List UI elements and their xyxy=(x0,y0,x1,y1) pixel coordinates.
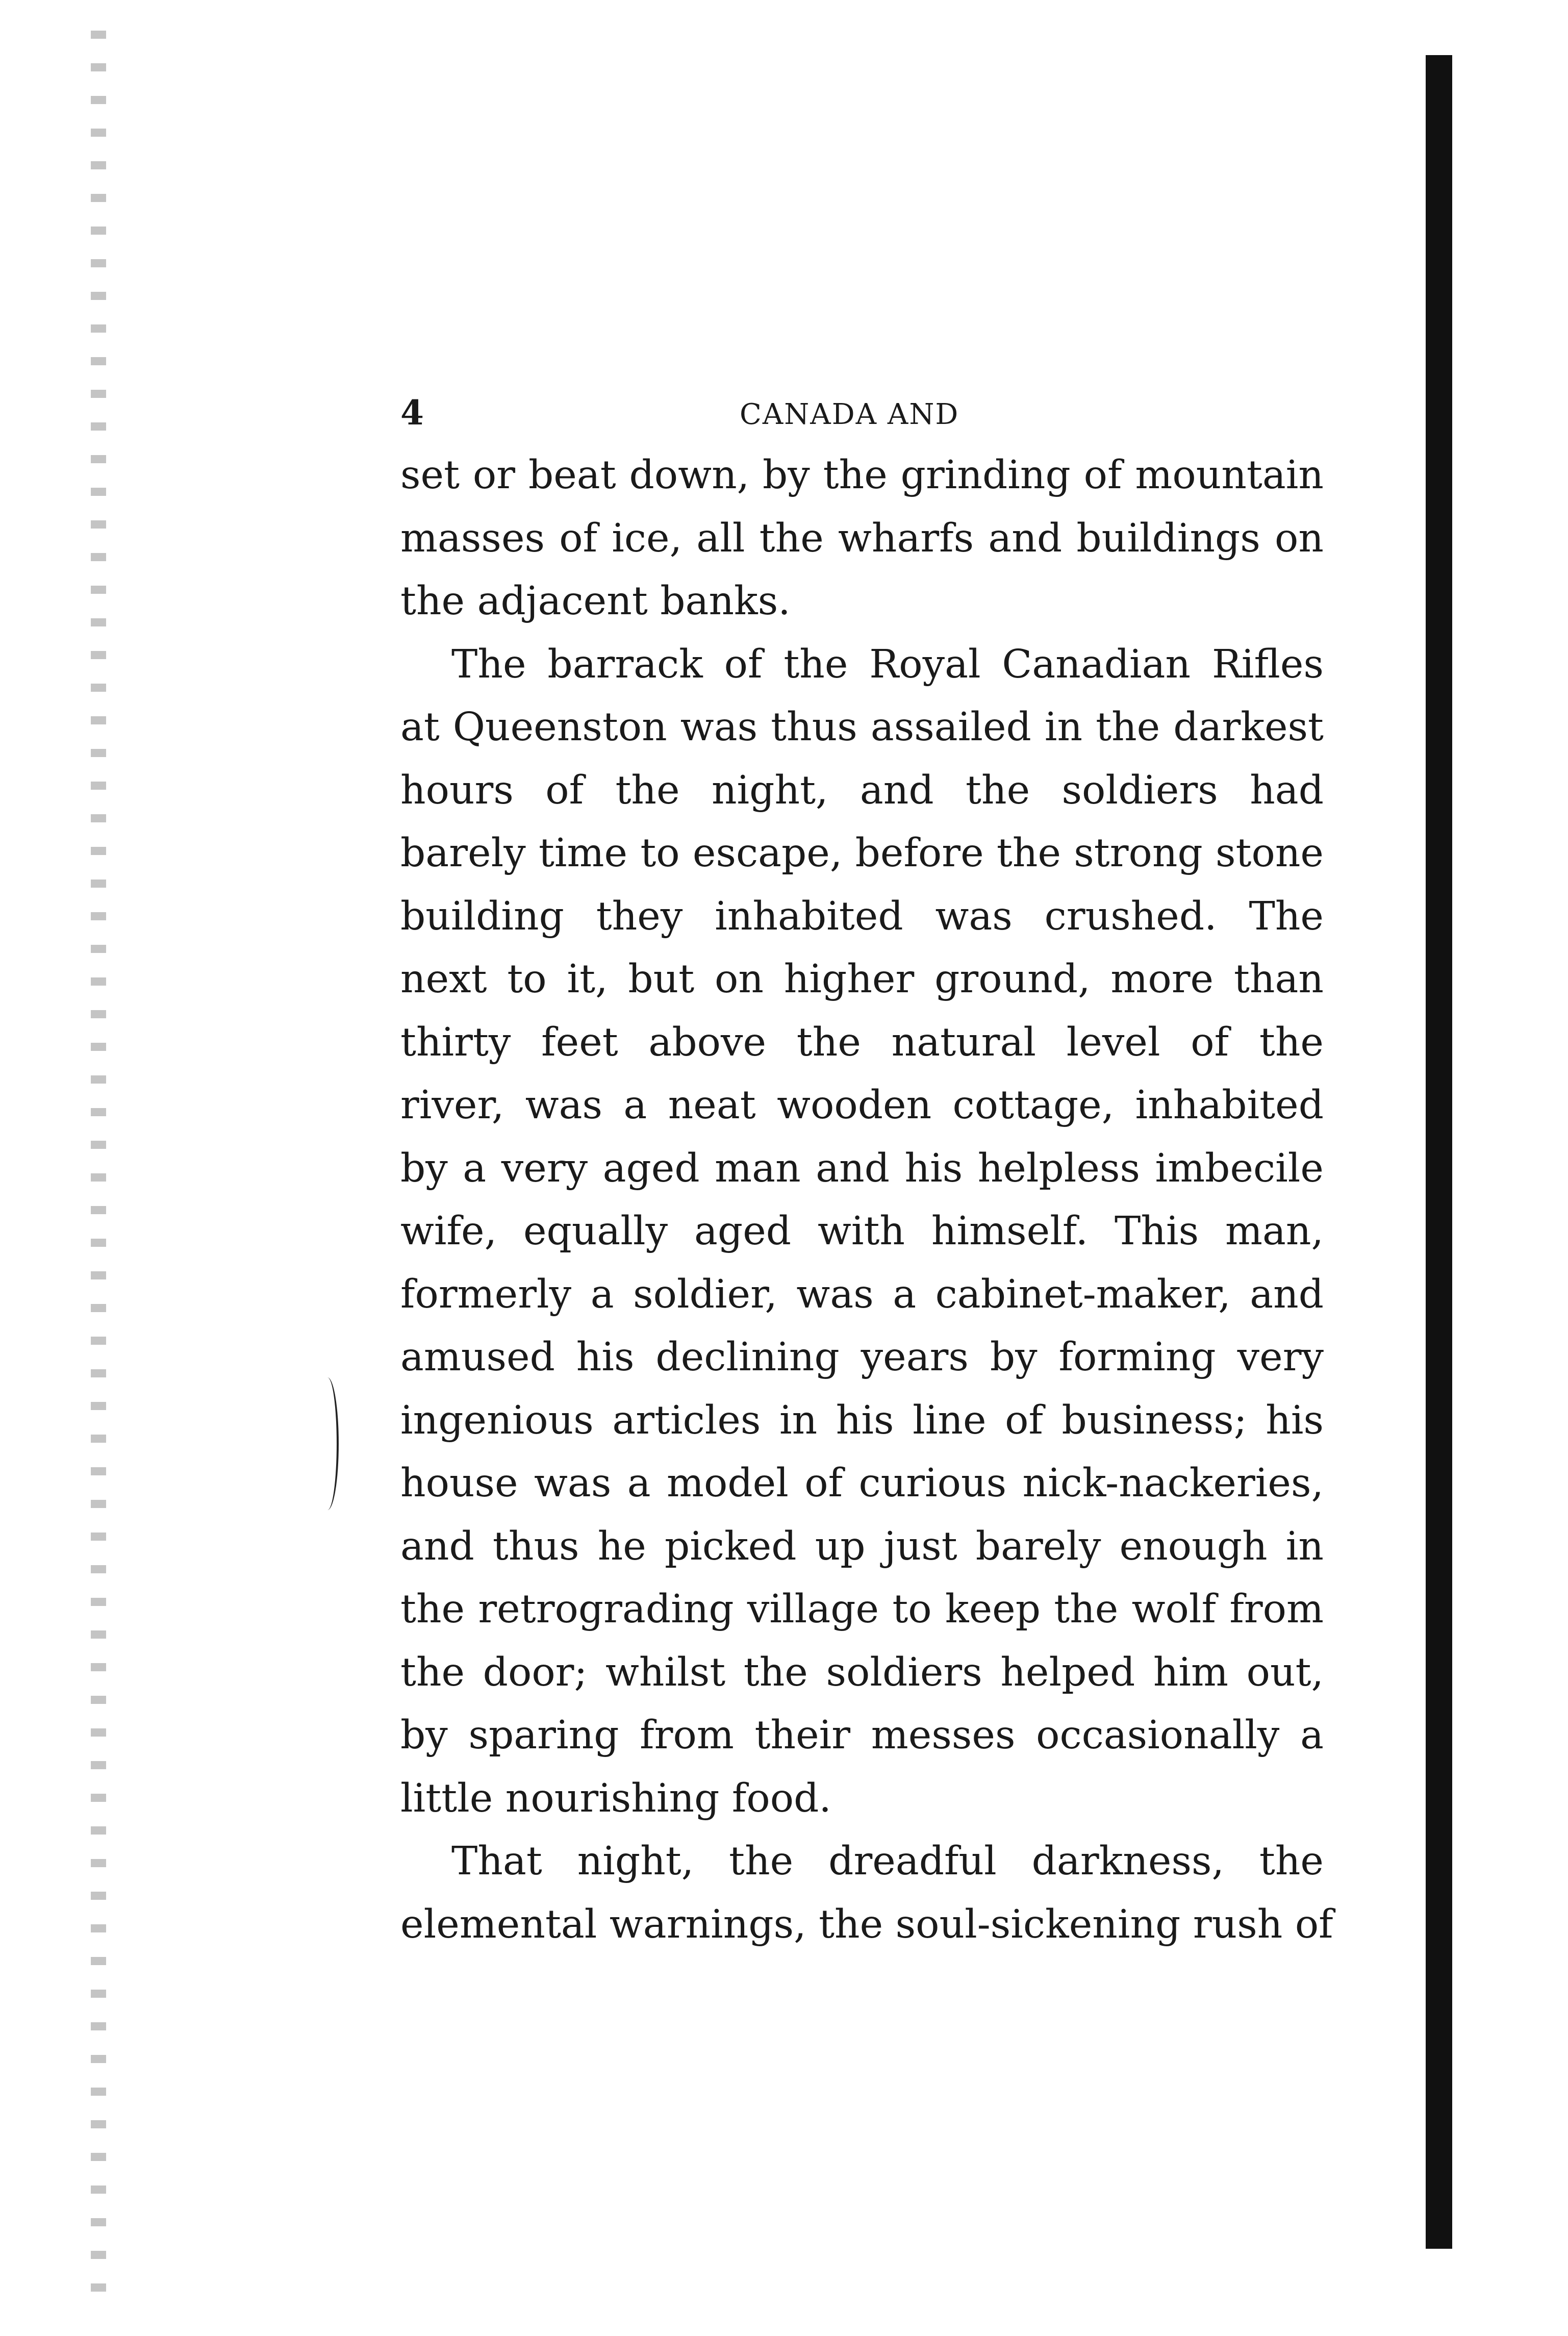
scan-margin-marks xyxy=(91,31,106,2306)
text-line: That night, the dreadful darkness, the xyxy=(451,1839,1324,1884)
text-line: the adjacent banks. xyxy=(400,579,791,624)
text-line: river, was a neat wooden cottage, inhabited xyxy=(400,1083,1324,1128)
text-line: next to it, but on higher ground, more than xyxy=(400,957,1324,1002)
text-line: at Queenston was thus assailed in the darkest xyxy=(400,705,1324,750)
text-line: by sparing from their messes occasionally a xyxy=(400,1713,1324,1758)
text-line: barely time to escape, before the strong stone xyxy=(400,831,1324,876)
text-line: set or beat down, by the grinding of mountain xyxy=(400,453,1324,498)
text-block xyxy=(400,388,1333,1956)
text-line: amused his declining years by forming very xyxy=(400,1335,1324,1380)
page-number: 4 xyxy=(400,393,424,433)
text-line: by a very aged man and his helpless imbecile xyxy=(400,1145,1324,1191)
text-line: thirty feet above the natural level of the xyxy=(400,1019,1324,1065)
text-line: house was a model of curious nick-nackeries, xyxy=(400,1461,1324,1506)
scan-edge-shadow xyxy=(1426,55,1452,2249)
paragraph-2 xyxy=(400,633,1324,1830)
text-line: masses of ice, all the wharfs and buildings on xyxy=(400,515,1324,561)
text-line: hours of the night, and the soldiers had xyxy=(400,767,1324,813)
margin-pencil-bracket xyxy=(316,1377,339,1510)
text-line: elemental warnings, the soul-sickening rush of xyxy=(400,1901,1333,1947)
text-line: The barrack of the Royal Canadian Rifles xyxy=(451,641,1324,687)
text-line: and thus he picked up just barely enough in xyxy=(400,1523,1324,1569)
paragraph-3 xyxy=(400,1830,1333,1956)
text-line: ingenious articles in his line of business; his xyxy=(400,1397,1324,1443)
text-line: formerly a soldier, was a cabinet-maker, and xyxy=(400,1271,1324,1317)
text-line: the retrograding village to keep the wolf from xyxy=(400,1587,1324,1632)
running-title: CANADA AND xyxy=(740,398,959,431)
running-head xyxy=(400,388,1324,444)
paragraph-1 xyxy=(400,444,1324,633)
text-line: wife, equally aged with himself. This man, xyxy=(400,1209,1324,1254)
text-line: the door; whilst the soldiers helped him out, xyxy=(400,1649,1324,1695)
text-line: building they inhabited was crushed. The xyxy=(400,893,1324,939)
text-line: little nourishing food. xyxy=(400,1775,831,1821)
